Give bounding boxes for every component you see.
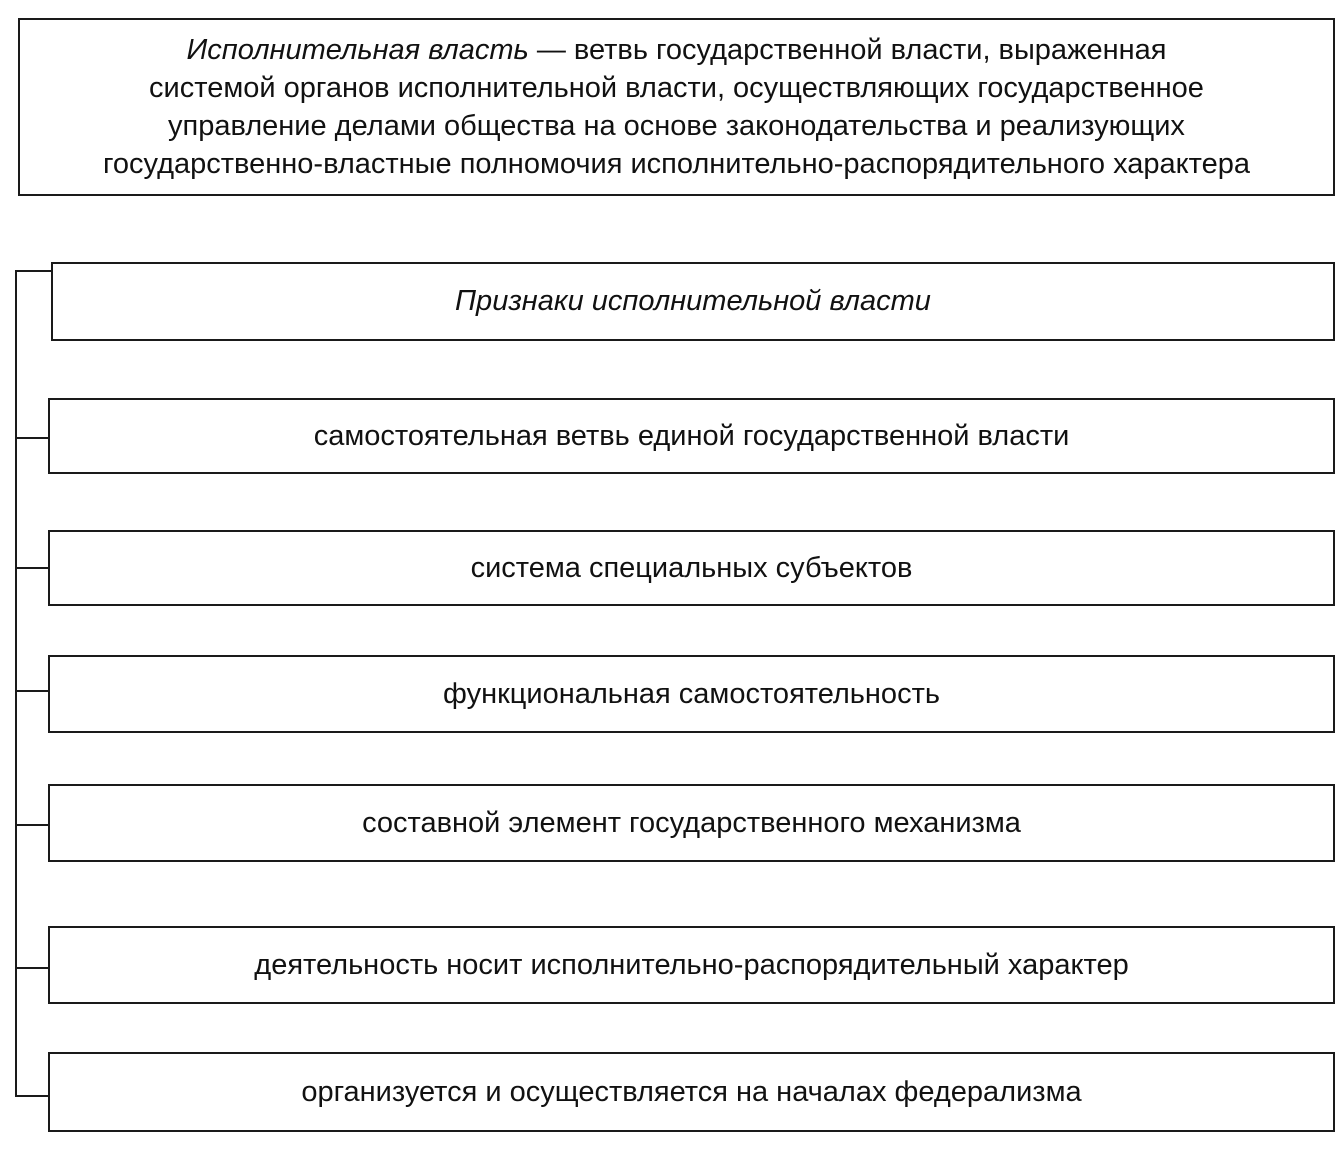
features-header-box	[51, 262, 1335, 341]
connector-item-3	[15, 690, 49, 692]
feature-text-5: деятельность носит исполнительно-распорядительный характер	[254, 948, 1129, 981]
definition-line-1: — ветвь государственной власти, выраженная	[528, 34, 1167, 66]
feature-box-6	[48, 1052, 1335, 1132]
definition-line-4: государственно-властные полномочия исполнительно-распорядительного характера	[102, 148, 1250, 180]
feature-box-3	[48, 655, 1335, 733]
connector-item-5	[15, 967, 49, 969]
connector-item-6	[15, 1095, 49, 1097]
connector-item-1	[15, 437, 49, 439]
connector-header	[15, 270, 52, 272]
feature-box-5	[48, 926, 1335, 1004]
definition-line-3: управление делами общества на основе законодательства и реализующих	[168, 110, 1185, 142]
bracket-line	[15, 270, 17, 1096]
features-header: Признаки исполнительной власти	[455, 285, 931, 317]
feature-text-1: самостоятельная ветвь единой государственной власти	[313, 419, 1070, 452]
feature-box-4	[48, 784, 1335, 862]
definition-text	[103, 31, 1250, 183]
definition-box	[18, 18, 1335, 196]
feature-text-3: функциональная самостоятельность	[443, 677, 940, 710]
connector-item-4	[15, 824, 49, 826]
feature-text-4: составной элемент государственного механизма	[362, 806, 1021, 839]
definition-line-2: системой органов исполнительной власти, осуществляющих государственное	[149, 72, 1204, 104]
feature-text-2: система специальных субъектов	[470, 551, 913, 584]
feature-box-1	[48, 398, 1335, 474]
feature-text-6: организуется и осуществляется на началах федерализма	[301, 1075, 1082, 1108]
definition-term: Исполнительная власть	[186, 34, 529, 66]
feature-box-2	[48, 530, 1335, 606]
connector-item-2	[15, 567, 49, 569]
